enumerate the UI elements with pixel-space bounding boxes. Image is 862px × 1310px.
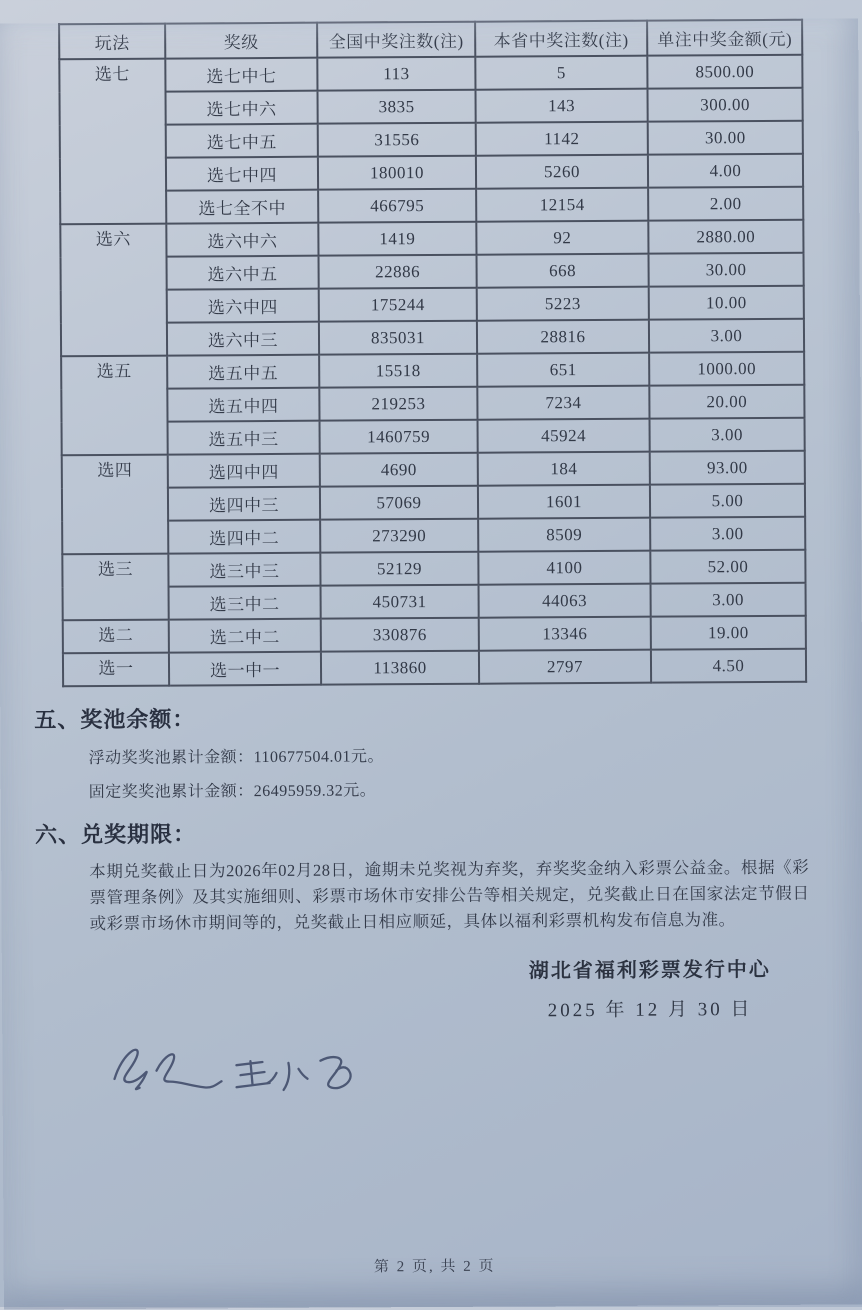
prize-results-table	[58, 19, 807, 688]
table-row	[63, 583, 806, 621]
issuer-name: 湖北省福利彩票发行中心	[528, 958, 771, 983]
table-row	[63, 649, 806, 687]
prize-amount-cell: 30.00	[648, 121, 803, 155]
level-cell: 选五中五	[167, 355, 319, 389]
province-count-cell: 5223	[477, 287, 649, 321]
level-cell: 选五中四	[167, 388, 319, 422]
prize-amount-cell: 5.00	[650, 484, 805, 518]
table-row	[61, 253, 804, 291]
national-count-cell: 4690	[320, 453, 478, 487]
level-cell: 选一中一	[169, 652, 321, 686]
prize-amount-cell: 93.00	[650, 451, 805, 485]
national-count-cell: 835031	[319, 321, 477, 355]
prize-amount-cell: 3.00	[649, 319, 804, 353]
fixed-pool-line: 固定奖奖池累计金额：26495959.32元。	[88, 782, 377, 802]
col-header-play-method: 玩法	[59, 24, 165, 60]
province-count-cell: 651	[477, 353, 649, 387]
province-count-cell: 4100	[478, 551, 650, 585]
prize-amount-cell: 4.50	[651, 649, 806, 683]
table-row	[60, 154, 803, 192]
level-cell: 选七中五	[166, 124, 318, 158]
province-count-cell: 5	[475, 56, 647, 90]
level-cell: 选三中三	[168, 553, 320, 587]
national-count-cell: 219253	[319, 387, 477, 421]
province-count-cell: 12154	[476, 188, 648, 222]
table-row	[60, 88, 803, 126]
national-count-cell: 180010	[318, 156, 476, 190]
level-cell: 选四中二	[168, 520, 320, 554]
prize-amount-cell: 19.00	[651, 616, 806, 650]
prize-amount-cell: 2.00	[648, 187, 803, 221]
scanned-document-page	[0, 18, 862, 1309]
prize-amount-cell: 300.00	[647, 88, 802, 122]
national-count-cell: 31556	[318, 123, 476, 157]
play-method-cell: 选一	[63, 653, 169, 687]
page-number-footer: 第 2 页, 共 2 页	[373, 1258, 496, 1276]
signature-strokes-icon	[94, 1033, 394, 1107]
province-count-cell: 28816	[477, 320, 649, 354]
redemption-deadline-paragraph: 本期兑奖截止日为2026年02月28日，逾期未兑奖视为弃奖，弃奖奖金纳入彩票公益金。根据《彩票管理条例》及其实施细则、彩票市场休市安排公告等相关规定，兑奖截止日在国家法定节假日或彩票市场休市期间等的，兑奖截止日相应顺延，具体以福利彩票机构发布信息为准。	[89, 857, 810, 934]
national-count-cell: 22886	[319, 255, 477, 289]
prize-amount-cell: 1000.00	[649, 352, 804, 386]
handwritten-signature	[94, 1033, 394, 1107]
prize-table-body	[59, 55, 806, 687]
table-row	[61, 286, 804, 324]
national-count-cell: 273290	[320, 519, 478, 553]
province-count-cell: 45924	[478, 419, 650, 453]
table-row	[61, 352, 804, 390]
national-count-cell: 450731	[321, 585, 479, 619]
province-count-cell: 44063	[479, 584, 651, 618]
prize-amount-cell: 8500.00	[647, 55, 802, 89]
level-cell: 选七全不中	[166, 190, 318, 224]
national-count-cell: 113	[317, 57, 475, 91]
level-cell: 选六中六	[166, 223, 318, 257]
table-row	[62, 418, 805, 456]
province-count-cell: 92	[476, 221, 648, 255]
issuer-block	[480, 953, 820, 1023]
pool-balance-heading: 五、奖池余额：	[34, 706, 196, 733]
floating-pool-line: 浮动奖奖池累计金额：110677504.01元。	[88, 748, 385, 768]
table-row	[60, 220, 803, 258]
province-count-cell: 2797	[479, 650, 651, 684]
level-cell: 选六中四	[167, 289, 319, 323]
prize-amount-cell: 3.00	[650, 517, 805, 551]
table-row	[62, 484, 805, 522]
prize-amount-cell: 2880.00	[648, 220, 803, 254]
province-count-cell: 143	[475, 89, 647, 123]
level-cell: 选五中三	[168, 421, 320, 455]
table-row	[60, 187, 803, 225]
prize-amount-cell: 3.00	[650, 418, 805, 452]
col-header-prize-amount: 单注中奖金额(元)	[647, 20, 802, 56]
prize-amount-cell: 30.00	[648, 253, 803, 287]
level-cell: 选四中四	[168, 454, 320, 488]
national-count-cell: 3835	[317, 90, 475, 124]
table-row	[62, 517, 805, 555]
play-method-cell: 选六	[60, 224, 167, 357]
level-cell: 选七中四	[166, 157, 318, 191]
national-count-cell: 15518	[319, 354, 477, 388]
level-cell: 选三中二	[169, 586, 321, 620]
national-count-cell: 175244	[319, 288, 477, 322]
prize-amount-cell: 10.00	[649, 286, 804, 320]
play-method-cell: 选三	[62, 554, 168, 621]
play-method-cell: 选七	[59, 59, 166, 225]
level-cell: 选六中五	[167, 256, 319, 290]
prize-amount-cell: 20.00	[649, 385, 804, 419]
table-row	[62, 550, 805, 588]
level-cell: 选六中三	[167, 322, 319, 356]
play-method-cell: 选五	[61, 356, 168, 456]
play-method-cell: 选四	[62, 455, 169, 555]
play-method-cell: 选二	[63, 620, 169, 654]
national-count-cell: 52129	[320, 552, 478, 586]
table-row	[62, 451, 805, 489]
col-header-national-count: 全国中奖注数(注)	[317, 22, 475, 58]
level-cell: 选七中六	[165, 91, 317, 125]
table-row	[61, 319, 804, 357]
province-count-cell: 668	[477, 254, 649, 288]
province-count-cell: 1601	[478, 485, 650, 519]
prize-amount-cell: 52.00	[650, 550, 805, 584]
level-cell: 选七中七	[165, 58, 317, 92]
province-count-cell: 7234	[477, 386, 649, 420]
table-row	[61, 385, 804, 423]
table-row	[59, 55, 802, 93]
national-count-cell: 1460759	[320, 420, 478, 454]
issue-date: 2025 年 12 月 30 日	[547, 999, 753, 1022]
national-count-cell: 1419	[318, 222, 476, 256]
province-count-cell: 8509	[478, 518, 650, 552]
province-count-cell: 5260	[476, 155, 648, 189]
national-count-cell: 57069	[320, 486, 478, 520]
national-count-cell: 330876	[321, 618, 479, 652]
level-cell: 选二中二	[169, 619, 321, 653]
col-header-prize-level: 奖级	[165, 23, 317, 59]
redemption-deadline-heading: 六、兑奖期限：	[34, 821, 197, 848]
col-header-province-count: 本省中奖注数(注)	[475, 21, 647, 57]
province-count-cell: 13346	[479, 617, 651, 651]
table-header-row	[59, 20, 802, 60]
table-row	[60, 121, 803, 159]
prize-amount-cell: 3.00	[651, 583, 806, 617]
province-count-cell: 184	[478, 452, 650, 486]
national-count-cell: 466795	[318, 189, 476, 223]
prize-amount-cell: 4.00	[648, 154, 803, 188]
table-row	[63, 616, 806, 654]
level-cell: 选四中三	[168, 487, 320, 521]
province-count-cell: 1142	[476, 122, 648, 156]
national-count-cell: 113860	[321, 651, 479, 685]
